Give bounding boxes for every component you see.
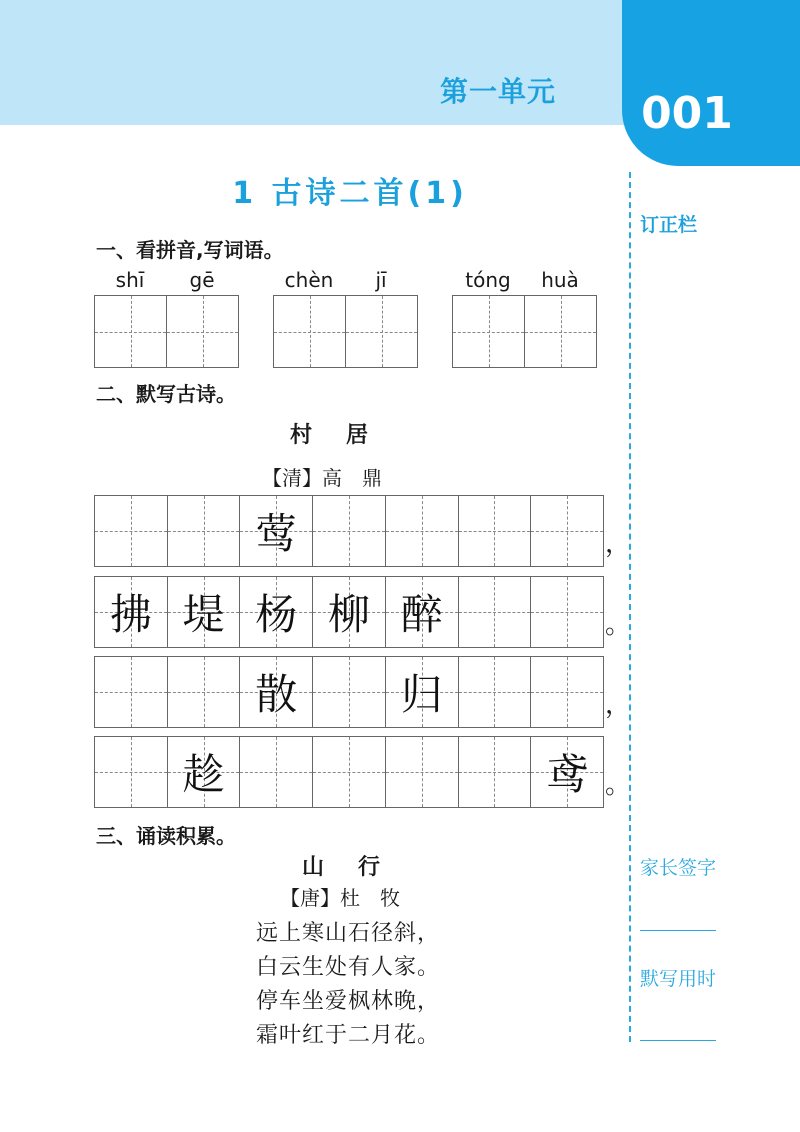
poem-char-box[interactable] — [94, 736, 168, 808]
poem-char-box[interactable] — [312, 656, 386, 728]
section-3-title: 三、诵读积累。 — [96, 824, 236, 848]
pinyin-label: gē — [189, 268, 215, 292]
pinyin-label: shī — [115, 268, 145, 292]
poem-author-cunju: 【清】高 鼎 — [262, 466, 382, 490]
poem-line: 白云生处有人家。 — [256, 955, 441, 980]
poem-char-box[interactable] — [312, 495, 386, 567]
poem-char-box[interactable] — [94, 576, 168, 648]
poem-char-box[interactable] — [239, 495, 313, 567]
dictation-time-line[interactable] — [640, 1040, 716, 1041]
poem-char-box[interactable] — [458, 495, 532, 567]
poem-char-box[interactable] — [385, 576, 459, 648]
word-char-box[interactable] — [94, 295, 167, 368]
prefilled-character: 散 — [255, 670, 298, 719]
section-1-title: 一、看拼音,写词语。 — [96, 238, 284, 262]
word-char-box[interactable] — [273, 295, 346, 368]
poem-char-box[interactable] — [167, 576, 241, 648]
poem-char-box[interactable] — [167, 736, 241, 808]
dictation-time-label: 默写用时 — [640, 968, 717, 990]
page-number: 001 — [641, 88, 733, 139]
prefilled-character: 堤 — [182, 590, 225, 639]
word-char-box[interactable] — [452, 295, 525, 368]
parent-signature-label: 家长签字 — [640, 857, 717, 879]
prefilled-character: 莺 — [255, 509, 298, 558]
poem-char-box[interactable] — [458, 656, 532, 728]
poem-punctuation: 。 — [605, 770, 632, 800]
word-char-box[interactable] — [166, 295, 239, 368]
prefilled-character: 醉 — [400, 590, 443, 639]
lesson-title: 1 古诗二首(1) — [232, 176, 468, 211]
poem-line: 停车坐爱枫林晚， — [256, 989, 441, 1014]
pinyin-label: tóng — [465, 268, 511, 292]
poem-punctuation: ， — [605, 529, 632, 559]
poem-char-box[interactable] — [312, 576, 386, 648]
poem-title-shanxing: 山行 — [302, 854, 415, 880]
poem-char-box[interactable] — [385, 656, 459, 728]
prefilled-character: 柳 — [327, 590, 370, 639]
section-2-title: 二、默写古诗。 — [96, 382, 236, 406]
prefilled-character: 杨 — [255, 590, 298, 639]
poem-author-shanxing: 【唐】杜 牧 — [280, 886, 400, 910]
prefilled-character: 拂 — [109, 590, 152, 639]
parent-signature-line[interactable] — [640, 930, 716, 931]
prefilled-character: 鸢 — [546, 750, 589, 799]
poem-char-box[interactable] — [458, 736, 532, 808]
poem-line: 远上寒山石径斜， — [256, 921, 441, 946]
pinyin-label: jī — [375, 268, 387, 292]
pinyin-label: huà — [541, 268, 579, 292]
word-char-box[interactable] — [524, 295, 597, 368]
pinyin-label: chèn — [284, 268, 334, 292]
poem-char-box[interactable] — [239, 576, 313, 648]
poem-char-box[interactable] — [530, 576, 604, 648]
correction-column-label: 订正栏 — [640, 214, 698, 236]
poem-line: 霜叶红于二月花。 — [256, 1023, 441, 1048]
prefilled-character: 趁 — [182, 750, 225, 799]
poem-char-box[interactable] — [239, 736, 313, 808]
poem-char-box[interactable] — [530, 736, 604, 808]
poem-char-box[interactable] — [530, 495, 604, 567]
poem-title-cunju: 村居 — [290, 422, 403, 448]
poem-char-box[interactable] — [94, 495, 168, 567]
poem-char-box[interactable] — [94, 656, 168, 728]
poem-char-box[interactable] — [239, 656, 313, 728]
poem-punctuation: ， — [605, 690, 632, 720]
poem-char-box[interactable] — [385, 736, 459, 808]
poem-char-box[interactable] — [530, 656, 604, 728]
prefilled-character: 归 — [400, 670, 443, 719]
poem-char-box[interactable] — [312, 736, 386, 808]
poem-punctuation: 。 — [605, 610, 632, 640]
poem-char-box[interactable] — [167, 495, 241, 567]
poem-char-box[interactable] — [458, 576, 532, 648]
page-number-tab — [622, 0, 800, 166]
poem-char-box[interactable] — [167, 656, 241, 728]
poem-char-box[interactable] — [385, 495, 459, 567]
word-char-box[interactable] — [345, 295, 418, 368]
unit-title: 第一单元 — [440, 75, 557, 108]
